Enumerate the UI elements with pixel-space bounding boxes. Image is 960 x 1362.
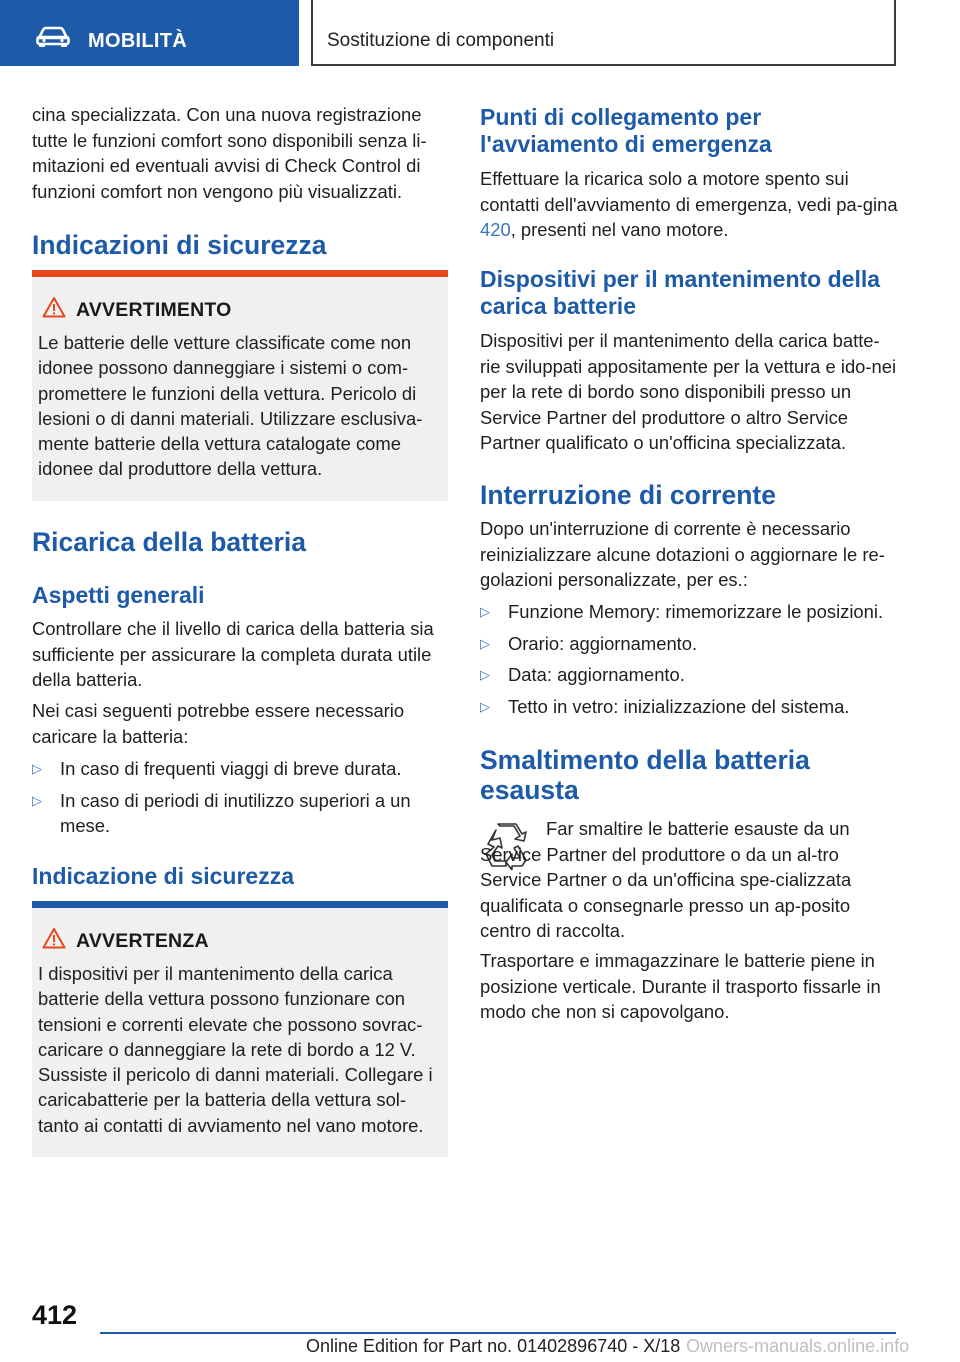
triangle-bullet-icon: ▷ xyxy=(32,792,42,808)
chapter-label: Sostituzione di componenti xyxy=(327,30,555,51)
caution-text: I dispositivi per il mantenimento della carica batterie della vettura possono funzionare con tensioni e correnti elevate che possono sovrac-caricare o danneggiare la rete di bordo a 12 V. Sussiste il pericolo di danni materiali. Collegare i caricabatterie per la batteria della vettura sol-tanto ai contatti di avviamento nel vano motore. xyxy=(38,963,433,1136)
list-item: ▷ In caso di frequenti viaggi di breve durata. xyxy=(32,756,448,782)
list-item: ▷ Tetto in vetro: inizializzazione del sistema. xyxy=(480,694,898,720)
page-link[interactable]: 420 xyxy=(480,219,511,240)
transport-paragraph: Trasportare e immagazzinare le batterie piene in posizione verticale. Durante il trasporto fissarle in modo che non si capovolgano. xyxy=(480,950,881,1022)
caution-bar xyxy=(32,901,448,908)
triangle-bullet-icon: ▷ xyxy=(32,761,42,776)
warning-triangle-icon xyxy=(42,296,66,318)
disposal-paragraph: Far smaltire le batterie esauste da un Service Partner del produttore o da un al-tro Service Partner o da un'officina spe-cializzata qualificata o consegnarle presso un ap-posito centro di raccolta. xyxy=(480,818,852,941)
list-item: ▷ Funzione Memory: rimemorizzare le posizioni. xyxy=(480,599,898,625)
disposal-heading: Smaltimento della batteria esausta xyxy=(480,745,810,805)
cases-paragraph: Nei casi seguenti potrebbe essere necessario caricare la batteria: xyxy=(32,700,405,747)
maintenance-paragraph: Dispositivi per il mantenimento della carica batte-rie sviluppati appositamente per la vettura e ido-nei per la rete di bordo sono disponibili presso un Service Partner del produttore o altro Service Partner qualificato o un'officina specializzata. xyxy=(480,330,897,453)
section-label: MOBILITÀ xyxy=(88,30,188,52)
safety-note-heading: Indicazione di sicurezza xyxy=(32,863,295,889)
triangle-bullet-icon: ▷ xyxy=(480,667,490,682)
watermark: Owners-manuals.online.info xyxy=(686,1336,910,1356)
power-paragraph: Dopo un'interruzione di corrente è necessario reinizializzare alcune dotazioni o aggiornare le re-golazioni personalizzate, per es.: xyxy=(480,518,885,590)
chapter-header xyxy=(311,0,896,66)
warning-box xyxy=(32,270,448,501)
list-item: ▷ Data: aggiornamento. xyxy=(480,662,898,688)
safety-heading: Indicazioni di sicurezza xyxy=(32,230,327,260)
footer-divider xyxy=(100,1332,896,1334)
edition-text: Online Edition for Part no. 01402896740 - X/18 xyxy=(306,1336,681,1356)
intro-paragraph: cina specializzata. Con una nuova registrazione tutte le funzioni comfort sono disponibili senza li-mitazioni ed eventuali avvisi di Check Control di funzioni comfort non vengono più visualizzati. xyxy=(32,104,427,202)
jump-start-heading: Punti di collegamento per l'avviamento di emergenza xyxy=(480,104,772,157)
cases-list xyxy=(32,756,448,839)
triangle-bullet-icon: ▷ xyxy=(480,635,490,651)
triangle-bullet-icon: ▷ xyxy=(480,604,490,619)
warning-text: Le batterie delle vetture classificate come non idonee possono danneggiare i sistemi o com-promettere le funzioni della vettura. Pericolo di lesioni o di danni materiali. Utilizzare esclusiva-mente batterie della vettura catalogate come idonee dal produttore della vettura. xyxy=(38,332,423,480)
warning-bar xyxy=(32,270,448,277)
section-tab[interactable] xyxy=(0,0,299,66)
list-item: ▷ Orario: aggiornamento. xyxy=(480,631,898,657)
caution-title: AVVERTENZA xyxy=(76,930,209,952)
caution-box xyxy=(32,901,448,1157)
general-paragraph: Controllare che il livello di carica della batteria sia sufficiente per assicurare la completa durata utile della batteria. xyxy=(32,618,434,690)
power-heading: Interruzione di corrente xyxy=(480,480,776,510)
power-list xyxy=(480,599,898,719)
car-icon xyxy=(36,26,70,48)
jump-start-paragraph: Effettuare la ricarica solo a motore spento sui contatti dell'avviamento di emergenza, vedi pa-gina 420, presenti nel vano motore. xyxy=(480,168,898,240)
warning-triangle-icon xyxy=(42,927,66,949)
charging-heading: Ricarica della batteria xyxy=(32,527,306,557)
triangle-bullet-icon: ▷ xyxy=(480,698,490,714)
page-number: 412 xyxy=(32,1300,78,1330)
maintenance-heading: Dispositivi per il mantenimento della carica batterie xyxy=(480,266,881,319)
general-heading: Aspetti generali xyxy=(32,582,205,608)
list-item: ▷ In caso di periodi di inutilizzo superiori a un mese. xyxy=(32,789,411,836)
warning-title: AVVERTIMENTO xyxy=(76,299,232,321)
